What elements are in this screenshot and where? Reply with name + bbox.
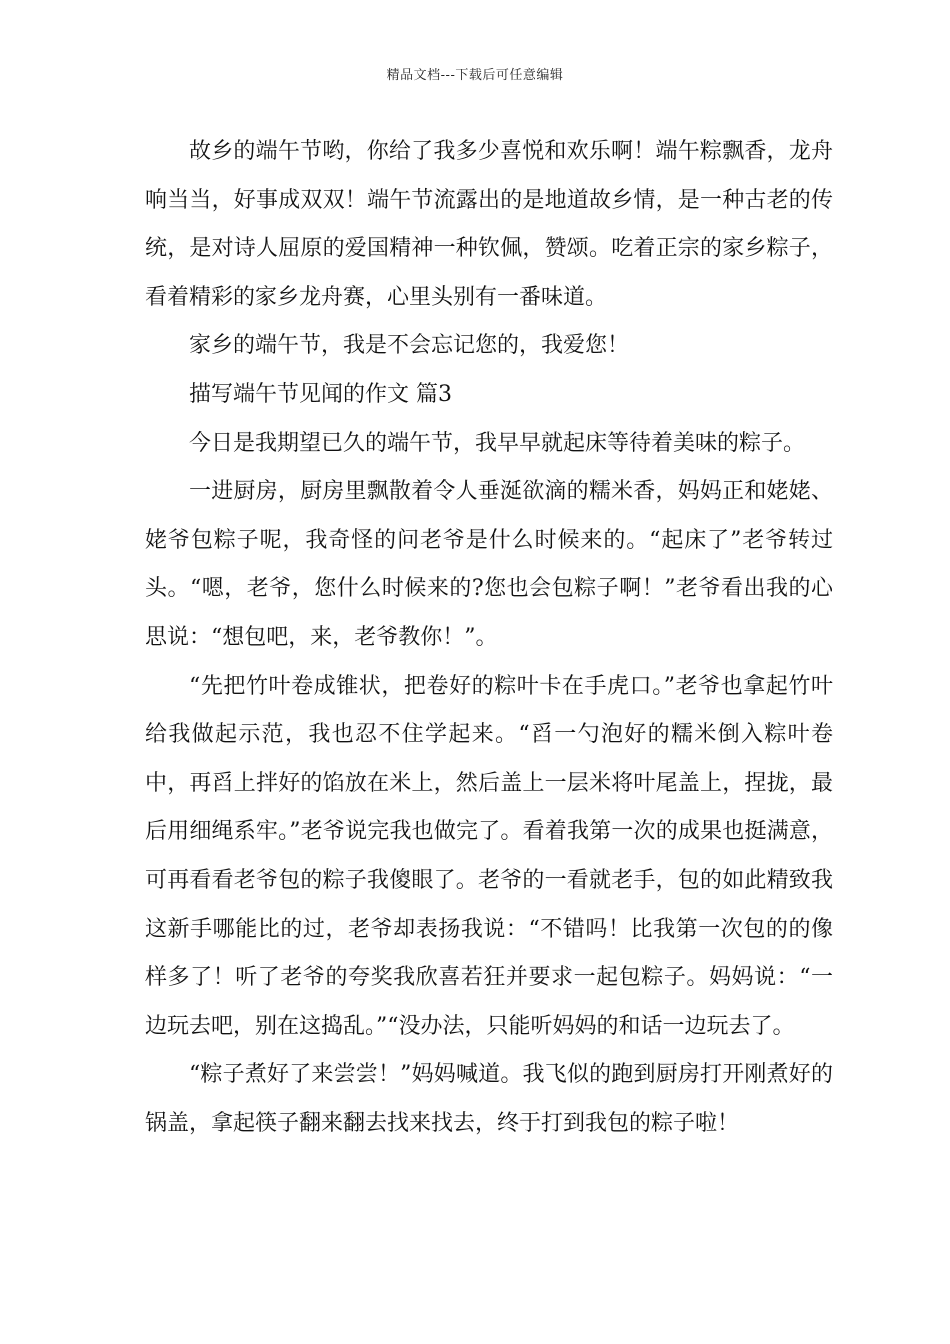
paragraph-3: 今日是我期望已久的端午节，我早早就起床等待着美味的粽子。 xyxy=(189,430,806,456)
paragraph-5: “先把竹叶卷成锥状，把卷好的粽叶卡在手虎口。”老爷也拿起竹叶给我做起示范，我也忍不住学起来。“舀一勺泡好的糯米倒入粽叶卷中，再舀上拌好的馅放在米上，然后盖上一层米将叶尾盖上，捏拢，最后用细绳系牢。”老爷说完我也做完了。看着我第一次的成果也挺满意，可再看看老爷包的粽子我傻眼了。老爷的一看就老手，包的如此精致我这新手哪能比的过，老爷却表扬我说：“不错吗！比我第一次包的的像样多了！听了老爷的夸奖我欣喜若狂并要求一起包粽子。妈妈说：“一边玩去吧，别在这捣乱。”“没办法，只能听妈妈的和话一边玩去了。 xyxy=(145,673,833,1039)
paragraph-2: 家乡的端午节，我是不会忘记您的，我爱您！ xyxy=(189,333,630,359)
section-heading: 描写端午节见闻的作文 篇3 xyxy=(189,381,452,407)
page-header: 精品文档---下载后可任意编辑 xyxy=(386,68,564,83)
document-body xyxy=(145,128,833,1148)
paragraph-1: 故乡的端午节哟，你给了我多少喜悦和欢乐啊！端午粽飘香，龙舟响当当，好事成双双！端午节流露出的是地道故乡情，是一种古老的传统，是对诗人屈原的爱国精神一种钦佩，赞颂。吃着正宗的家乡粽子，看着精彩的家乡龙舟赛，心里头别有一番味道。 xyxy=(145,139,833,310)
paragraph-6: “粽子煮好了来尝尝！”妈妈喊道。我飞似的跑到厨房打开刚煮好的锅盖，拿起筷子翻来翻去找来找去，终于打到我包的粽子啦！ xyxy=(145,1062,833,1136)
paragraph-4: 一进厨房，厨房里飘散着令人垂涎欲滴的糯米香，妈妈正和姥姥、姥爷包粽子呢，我奇怪的问老爷是什么时候来的。“起床了”老爷转过头。“嗯，老爷，您什么时候来的?您也会包粽子啊！”老爷看出我的心思说：“想包吧，来，老爷教你！”。 xyxy=(145,479,833,650)
